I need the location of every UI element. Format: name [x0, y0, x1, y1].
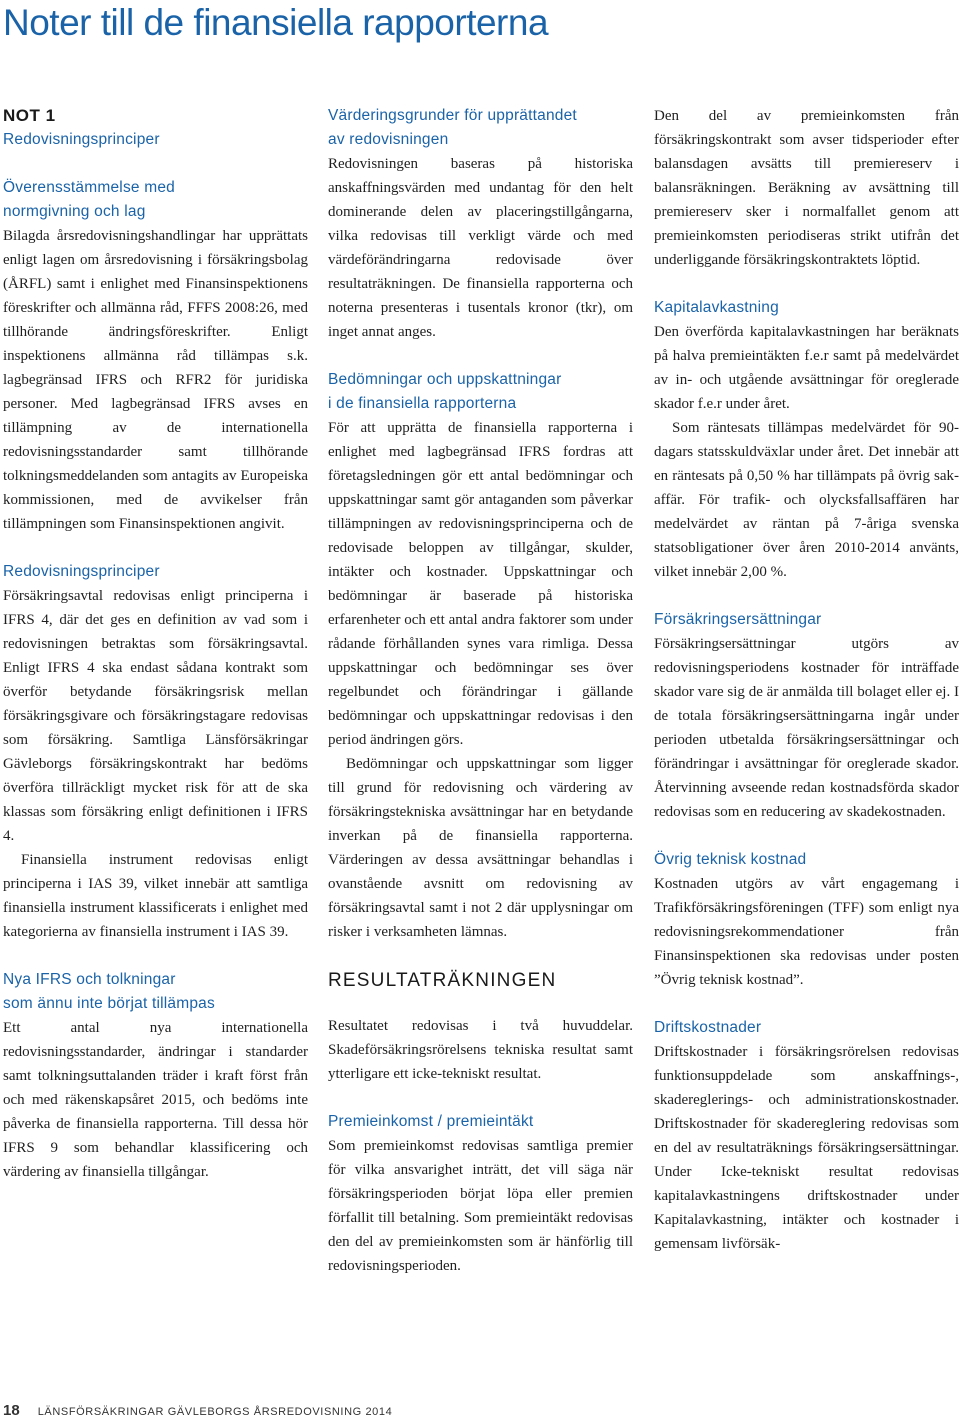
paragraph-compliance: Bilagda årsredovisningshandlingar har upprättats enligt lagen om årsredovisning i försäkringsbolag (ÅRFL) samt i enlighet med Finansinspektionens föreskrifter och allmänna råd, FFFS 2008:26, med tillhörande ändringsföreskrifter. Enligt inspektionens allmänna råd tillämpas s.k. lagbegränsad IFRS och RFR2 för juridiska personer. Med lagbegränsad IFRS avses en tillämpning av de internationella redovisningsstandarder samt tillhörande tolkningsmeddelanden som antagits av Europeiska kommissionen, med de avvikelser från tillämpningen som Finansinspektionen angivit.: [3, 228, 308, 532]
heading-new-ifrs: Nya IFRS och tolkningar som ännu inte börjat tillämpas: [3, 971, 215, 1012]
paragraph-new-ifrs: Ett antal nya internationella redovisningsstandarder, ändringar i standarder samt tolkningsuttalanden träder i kraft först från och med räkenskapsåret 2015, och bedöms inte påverka de finansiella rapporterna. Till dessa hör IFRS 9 som behandlar klassificering och värdering av finansiella tillgångar.: [3, 1020, 308, 1180]
heading-operating-costs: Driftskostnader: [654, 1019, 762, 1036]
heading-income-statement: RESULTATRÄKNINGEN: [328, 970, 557, 991]
paragraph-capital-return: Den överförda kapitalavkastningen har beräknats på halva premieintäkten f.e.r samt på medelvärdet av in- och utgående avsättningar för oreglerade skador f.e.r under året.: [654, 324, 959, 412]
note-number: NOT 1: [3, 106, 56, 125]
column-2: [328, 104, 633, 1278]
paragraph-estimates-2: Bedömningar och uppskattningar som ligger till grund för redovisning och värdering av försäkringstekniska avsättningar har en betydande inverkan på de finansiella rapporterna. Värderingen av dessa avsättningar behandlas i ovanstående avsnitt om redovisning av försäkringsavtal samt i not 2 där upplysningar om risker i verksamheten lämnas.: [328, 756, 633, 940]
paragraph-insurance-contracts: Försäkringsavtal redovisas enligt principerna i IFRS 4, där det ges en definition av vad som i redovisningen betraktas som försäkringsavtal. Enligt IFRS 4 ska endast sådana kontrakt som överför betydande försäkringsrisk mellan försäkringsgivare och försäkringstagare redovisas som försäkring. Samtliga Länsförsäkringar Gävleborgs försäkringskontrakt har bedöms överföra tillräckligt mycket risk för att de ska klassas som försäkring enligt definitionen i IFRS 4.: [3, 588, 308, 844]
heading-valuation-basis: Värderingsgrunder för upprättandet av redovisningen: [328, 107, 577, 148]
paragraph-estimates: För att upprätta de finansiella rapporterna i enlighet med lagbegränsad IFRS fordras att företagsledningen gör ett antal bedömningar och uppskattningar samt gör antaganden som påverkar tillämpningen av redovisningsprinciperna och de redovisade beloppen av tillgångar, skulder, intäkter och kostnader. Uppskattningar och bedömningar är baserade på historiska erfarenheter och ett antal andra faktorer som under rådande förhållanden synes vara rimliga. Dessa uppskattningar och bedömningar ses över regelbundet och förändringar i gällande bedömningar och uppskattningar redovisas i den period ändringen görs.: [328, 420, 633, 748]
heading-estimates: Bedömningar och uppskattningar i de finansiella rapporterna: [328, 371, 562, 412]
paragraph-claims: Försäkringsersättningar utgörs av redovisningsperiodens kostnader för inträffade skador vare sig de är anmälda till bolaget eller ej. I de totala försäkringsersättningarna ingår under perioden utbetalda försäkringsersättningar och förändringar i avsättningar för oreglerade skador. Återvinning avseende redan kostnadsförda skador redovisas som en reducering av skadekostnaden.: [654, 636, 959, 820]
heading-premium: Premieinkomst / premieintäkt: [328, 1113, 534, 1130]
heading-compliance: Överensstämmelse med normgivning och lag: [3, 179, 175, 220]
paragraph-operating-costs: Driftskostnader i försäkringsrörelsen redovisas funktionsuppdelade som anskaffnings-, skadereglerings- och administrationskostnader. Driftskostnader för skadereglering redovisas som en del av resultaträknings försäkringsersättningar. Under Icke-tekniskt resultat redovisas kapitalavkastningens driftskostnader under Kapitalavkastning, intäkter och kostnader i gemensam livförsäk-: [654, 1044, 959, 1252]
paragraph-interest-rate: Som räntesats tillämpas medelvärdet för 90-dagars statsskuldväxlar under året. Det innebär att en räntesats på 0,50 % har tillämpats på övrig sak-affär. För trafik- och olycksfallsaffären har medelvärdet av räntan på 7-åriga svenska statsobligationer över åren 2010-2014 använts, vilket innebär 2,00 %.: [654, 420, 959, 580]
column-3: [654, 104, 959, 1256]
footer-text: LÄNSFÖRSÄKRINGAR GÄVLEBORGS ÅRSREDOVISNING 2014: [37, 1406, 393, 1418]
paragraph-valuation-basis: Redovisningen baseras på historiska anskaffningsvärden med undantag för den helt dominerande delen av placeringstillgångarna, vilka redovisas till verkligt värde och med värdeförändringarna redovisade över resultaträkningen. De finansiella rapporterna och noterna presenteras i tusentals kronor (tkr), om inget annat anges.: [328, 156, 633, 340]
heading-other-technical-cost: Övrig teknisk kostnad: [654, 851, 807, 868]
page-title: Noter till de finansiella rapporterna: [3, 2, 549, 43]
column-1: [3, 104, 308, 1184]
paragraph-premium: Som premieinkomst redovisas samtliga premier för vilka ansvarighet inträtt, det vill säga när försäkringsperioden börjat löpa eller premien förfallit till betalning. Som premieintäkt redovisas den del av premieinkomsten som är hänförlig till redovisningsperioden.: [328, 1138, 633, 1274]
paragraph-premium-reserve: Den del av premieinkomsten från försäkringskontrakt som avser tidsperioder efter balansdagen avsätts till premiereserv i balansräkningen. Beräkning av avsättning till premiereserv sker i normalfallet genom att premieinkomsten periodiseras strikt utifrån det underliggande försäkringskontraktets löptid.: [654, 108, 959, 268]
heading-capital-return: Kapitalavkastning: [654, 299, 779, 316]
note-title: Redovisningsprinciper: [3, 131, 160, 148]
heading-accounting-principles: Redovisningsprinciper: [3, 563, 160, 580]
page-footer: [3, 1402, 392, 1420]
paragraph-other-technical-cost: Kostnaden utgörs av vårt engagemang i Trafikförsäkringsföreningen (TFF) som enligt nya redovisningsrekommendationer från Finansinspektionen ska redovisas under posten ”Övrig teknisk kostnad”.: [654, 876, 959, 988]
paragraph-income-statement: Resultatet redovisas i två huvuddelar. Skadeförsäkringsrörelsens tekniska resultat samt ytterligare ett icke-tekniskt resultat.: [328, 1018, 633, 1082]
heading-claims: Försäkringsersättningar: [654, 611, 822, 628]
page-number: 18: [3, 1402, 20, 1419]
paragraph-financial-instruments: Finansiella instrument redovisas enligt principerna i IAS 39, vilket innebär att samtliga finansiella instrument klassificerats i enlighet med kategorierna av finansiella instrument i IAS 39.: [3, 852, 308, 940]
